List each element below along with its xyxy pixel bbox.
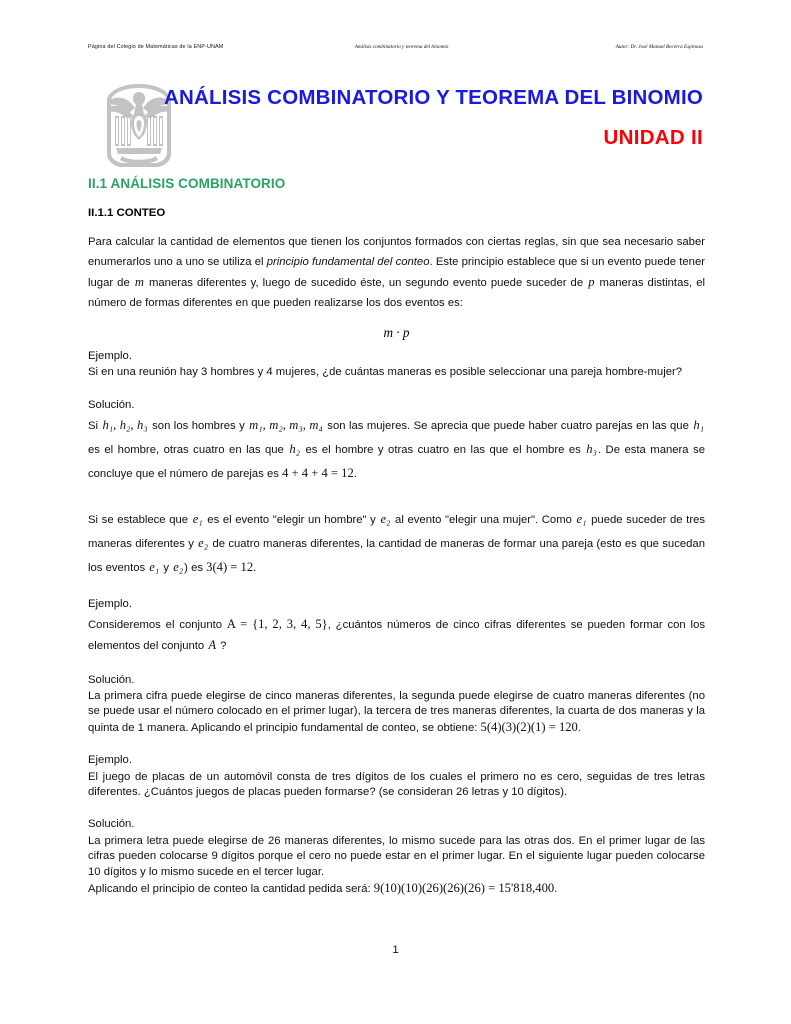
ev-text-h: . [253,562,257,575]
var-h1: h₁ [693,418,704,433]
running-head-center: Análisis combinatorio y teorema del binomio [354,44,449,50]
solucion-label-2: Solución. [88,673,135,686]
ev-text-e: de cuatro maneras diferentes, la cantidad de maneras de formar una pareja (esto es que sucedan los eventos [88,538,705,575]
ex2-sol-text: La primera cifra puede elegirse de cinco maneras diferentes, la segunda puede elegirse de cuatro maneras diferentes (no se puede usar el número colocado en el primer lugar), la tercera de tres maneras diferentes, la cuarta de dos maneras y la quinta de 1 manera. Aplicando el principio fundamental de conteo, se obtiene: [88,690,705,734]
result-plates-total: 9(10)(10)(26)(26)(26) = 15'818,400 [373,881,555,896]
sol1-text-e: es el hombre y otras cuatro en las que el hombre es [301,444,586,457]
section-heading: II.1 ANÁLISIS COMBINATORIO [88,176,286,191]
vars-hombres: h₁, h₂, h₃ [102,418,148,433]
sol1-text-f: . De esta manera se concluye que el número de parejas es [88,444,705,481]
intro-text-3: maneras diferentes y, luego de sucedido éste, un segundo evento puede suceder de [144,277,588,289]
result-sum-12: 4 + 4 + 4 = 12 [282,466,354,481]
ex2-sol-end: . [577,721,581,734]
ex3-apply-text: Aplicando el principio de conteo la cantidad pedida será: [88,883,374,896]
sol1-text-a: Si [88,420,102,433]
spacer [88,497,705,508]
ev-text-d: puede suceder de tres maneras diferentes y [88,514,706,551]
ejemplo-2-solution [88,689,705,736]
title-block [88,80,703,170]
ev-text-g: ) es [184,562,207,575]
ex3-end: . [554,883,558,896]
var-A: A [208,637,217,652]
variable-p: p [588,275,595,289]
ejemplo-3-solution: La primera letra puede elegirse de 26 maneras diferentes, lo mismo sucede para las otras dos. En el primer lugar de las cifras pueden colocarse 9 dígitos porque el cero no puede estar en el primer lugar. En el siguiente lugar pueden colocarse 10 dígitos y lo mismo sucede en el tercer lugar. [88,834,705,878]
sol1-text-g: . [353,468,357,481]
sol1-text-c: son las mujeres. Se aprecia que puede haber cuatro parejas en las que [323,420,693,433]
ejemplo-1-question: Si en una reunión hay 3 hombres y 4 mujeres, ¿de cuántas maneras es posible seleccionar una pareja hombre-mujer? [88,366,683,379]
intro-text-4: maneras distintas, el número de formas diferentes en que pueden realizarse los dos eventos es: [88,277,705,309]
ejemplo-label-3: Ejemplo. [88,754,132,767]
ejemplo-2-question [88,614,705,656]
var-e1-repeat: e₁ [576,512,587,527]
sol1-text-b: son los hombres y [148,420,249,433]
intro-text-2: . Este principio establece que si un evento puede tener lugar de [88,256,705,289]
ejemplo-3-apply [88,881,705,897]
var-e1-third: e₁ [149,560,160,575]
solucion-label-1: Solución. [88,398,135,411]
document-unit: UNIDAD II [603,126,703,149]
page-number: 1 [392,944,399,956]
running-head [88,44,703,56]
ejemplo-label-2: Ejemplo. [88,598,132,611]
ev-text-b: es el evento "elegir un hombre" y [203,514,380,527]
var-e2-third: e₂ [173,560,184,575]
running-head-left: Página del Colegio de Matemáticas de la ENP-UNAM [88,44,224,50]
ejemplo-3-question: El juego de placas de un automóvil consta de tres dígitos de los cuales el primero no es cero, seguidas de tres letras diferentes. ¿Cuántos juegos de placas pueden formarse? (se consideran 26 letras y 10 dígitos). [88,770,705,799]
ex2-text-c: ? [217,639,227,652]
ev-text-a: Si se establece que [88,514,192,527]
ejemplo-label-1: Ejemplo. [88,350,132,362]
ex2-text-a: Consideremos el conjunto [88,618,227,631]
ev-text-c: al evento "elegir una mujer". Como [391,514,576,527]
ev-text-f: y [160,562,173,575]
ejemplo-1-events [88,508,705,580]
vars-mujeres: m₁, m₂, m₃, m₄ [249,418,323,433]
set-definition-A: A = {1, 2, 3, 4, 5} [226,616,328,631]
var-e2: e₂ [380,512,391,527]
solucion-label-3: Solución. [88,818,135,831]
result-3x4: 3(4) = 12 [206,560,254,575]
var-h3: h₃ [586,442,597,457]
var-e1: e₁ [192,512,203,527]
formula-m-dot-p: m · p [383,325,410,340]
subsection-heading: II.1.1 CONTEO [88,207,166,219]
paragraph-intro [88,232,705,313]
document-body [88,176,705,909]
intro-text-1: Para calcular la cantidad de elementos que tienen los conjuntos formados con ciertas reglas, sin que sea necesario saber enumerarlos uno a uno se utiliza el [88,236,705,268]
ex2-text-b: , ¿cuántos números de cinco cifras diferentes se pueden formar con los elementos del conjunto [88,618,706,652]
ejemplo-1-solution [88,414,705,486]
intro-italic-term: principio fundamental del conteo [266,256,430,268]
document-title: ANÁLISIS COMBINATORIO Y TEOREMA DEL BINOMIO [164,86,703,109]
variable-m: m [134,275,144,289]
var-e2-repeat: e₂ [198,536,209,551]
result-factorial-120: 5(4)(3)(2)(1) = 120 [480,719,578,734]
formula-product [88,324,705,342]
running-head-right: Autor: Dr. José Manuel Becerra Espinosa [615,44,703,50]
sol1-text-d: es el hombre, otras cuatro en las que [88,444,289,457]
var-h2: h₂ [289,442,301,457]
